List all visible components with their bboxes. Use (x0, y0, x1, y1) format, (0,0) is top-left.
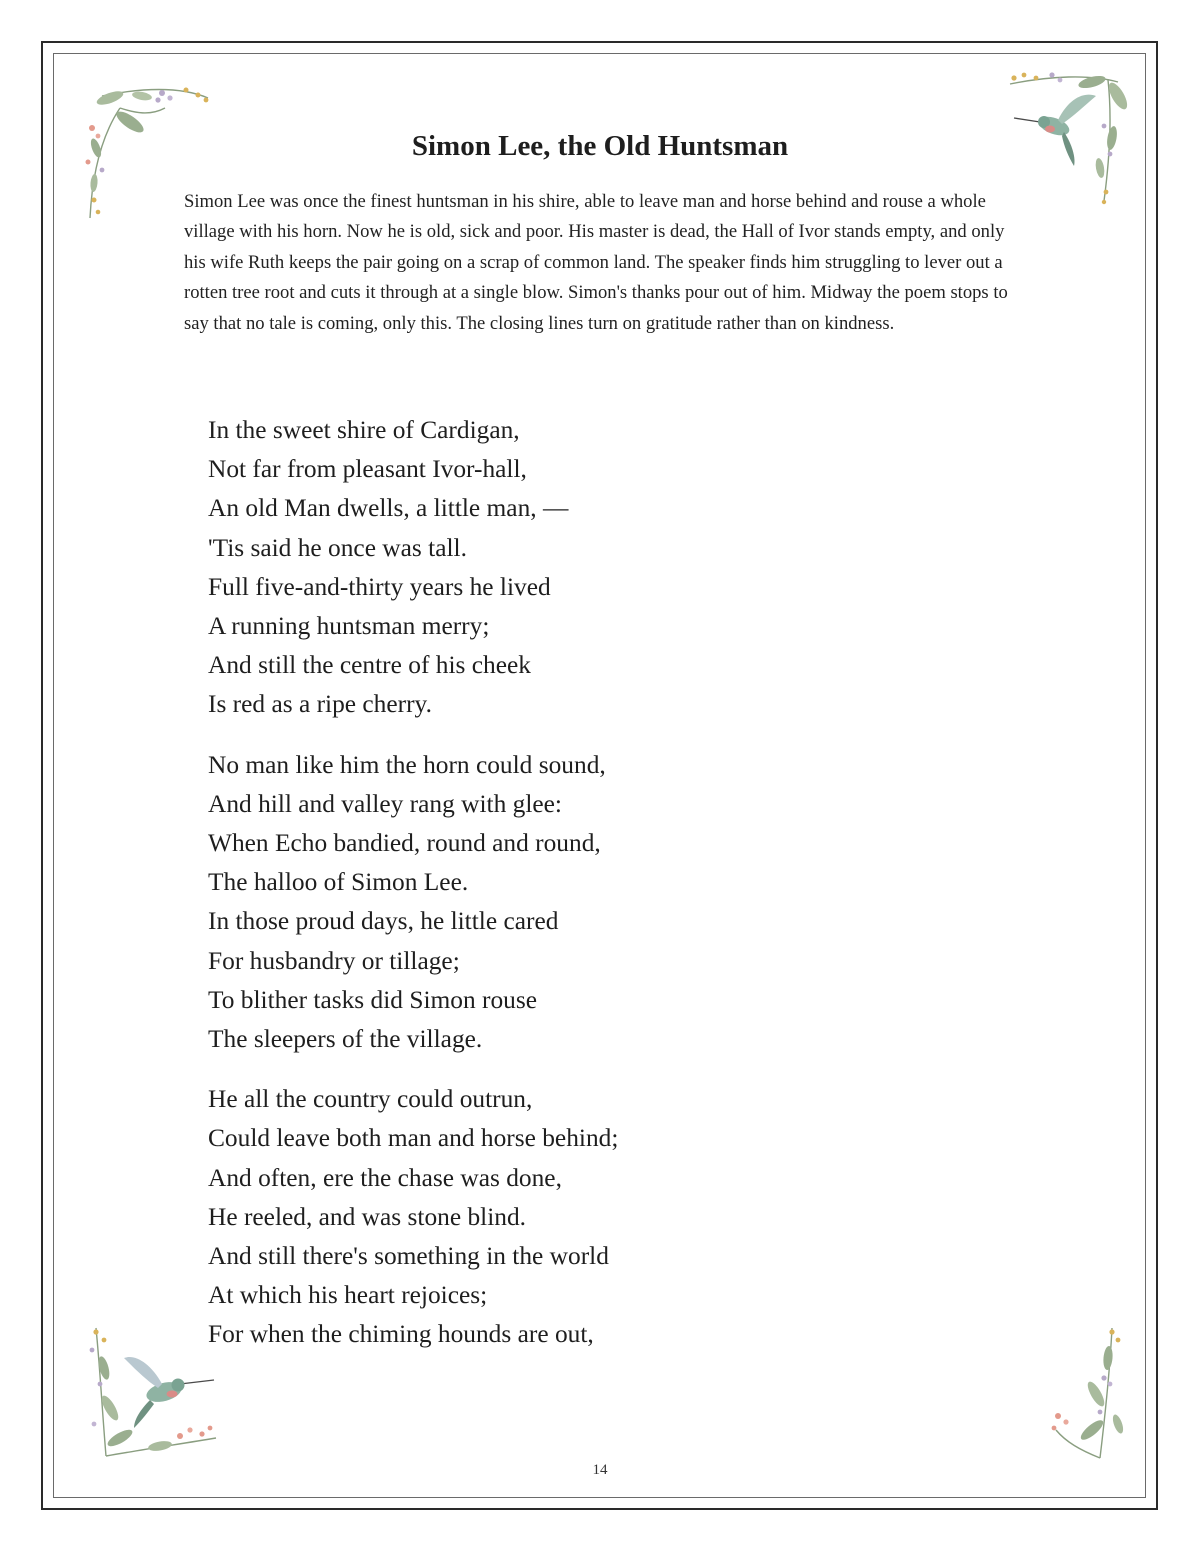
poem-stanza (208, 411, 968, 725)
poem-line: And hill and valley rang with glee: (208, 789, 562, 818)
poem-line: At which his heart rejoices; (208, 1281, 488, 1310)
poem-summary: Simon Lee was once the finest huntsman in his shire, able to leave man and horse behind and rouse a whole village with his horn. Now he is old, sick and poor. His master is dead, the Hall of Ivor stands empty, and only his wife Ruth keeps the pair going on a scrap of common land. The speaker finds him struggling to lever out a rotten tree root and cuts it through at a single blow. Simon's thanks pour out of him. Midway the poem stops to say that no tale is coming, only this. The closing lines turn on gratitude rather than on kindness. (184, 191, 1008, 334)
poem-line: An old Man dwells, a little man, — (208, 494, 569, 523)
floral-corner-icon (1000, 1318, 1150, 1468)
poem-stanza (208, 1080, 968, 1354)
poem-line: Full five-and-thirty years he lived (208, 572, 551, 601)
poem-line: And still there's something in the world (208, 1242, 609, 1271)
page-title: Simon Lee, the Old Huntsman (411, 130, 789, 162)
poem-line: Is red as a ripe cherry. (208, 690, 432, 719)
poem-line: 'Tis said he once was tall. (208, 533, 467, 562)
poem-line: And often, ere the chase was done, (208, 1163, 562, 1192)
poem-line: He reeled, and was stone blind. (208, 1202, 526, 1231)
poem-line: The sleepers of the village. (208, 1025, 483, 1054)
poem-line: To blither tasks did Simon rouse (208, 985, 537, 1014)
poem-line: No man like him the horn could sound, (208, 750, 606, 779)
poem-line: And still the centre of his cheek (208, 651, 531, 680)
poem-line: Not far from pleasant Ivor-hall, (208, 455, 527, 484)
poem-line: He all the country could outrun, (208, 1085, 533, 1114)
poem-line: A running huntsman merry; (208, 612, 490, 641)
poem-line: When Echo bandied, round and round, (208, 829, 601, 858)
poem-line: In the sweet shire of Cardigan, (208, 416, 520, 444)
poem-body (208, 411, 968, 1376)
poem-line: For when the chiming hounds are out, (208, 1320, 594, 1349)
poem-line: The halloo of Simon Lee. (208, 868, 469, 897)
poem-line: For husbandry or tillage; (208, 946, 460, 975)
poem-stanza (208, 746, 968, 1060)
poem-line: Could leave both man and horse behind; (208, 1124, 619, 1153)
page-number: 14 (592, 1462, 608, 1478)
poem-line: In those proud days, he little cared (208, 907, 559, 936)
